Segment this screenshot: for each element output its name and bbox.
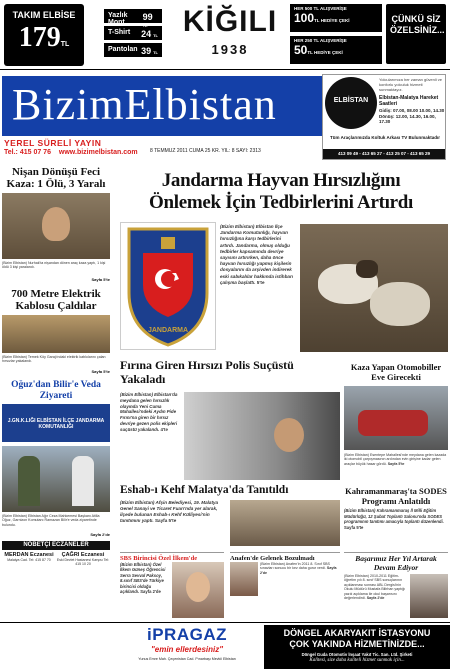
suit-price-box [4,4,84,66]
title-banner [2,76,322,136]
bus-company-logo: ELBİSTAN [325,77,377,129]
suit-price: 179 [18,22,61,53]
story-basari[interactable] [344,552,448,572]
story-otomobil[interactable] [344,362,448,382]
headline-more[interactable]: 5'te [256,279,265,285]
suit-label: TAKIM ELBİSE [12,10,76,20]
website[interactable]: www.bizimelbistan.com [58,149,138,156]
story-basari-body: (Bizim Elbistan) 2010-2011 Eğitim-öğretim yılı 8. sınıf SBS sonuçlarının açıklanması sonrası ABL Dergisi'nin Okulu Müdürü Mustafa Bilirhan yaptığı yazılı açıklama ile okul başarısını değerlendirdi. Sayfa 2'de [344,574,406,601]
price-list [104,9,162,57]
paper-title: BizimElbistan [12,80,277,129]
headline-line-1: Jandarma Hayvan Hırsızlığını [161,170,401,191]
ilkem-student-photo [172,562,224,618]
anafen-student-photo [230,562,258,596]
pharmacy-item: MERDAN Eczanesi Malatya Cad. Tel: 415 87 70 [4,552,54,562]
kablo-photo [2,315,110,353]
story-sodes-body: (Bizim Elbistan) Kahramanmaraş İl Milli Eğitim Müdürlüğü, 12 Şubat Toplantı Salonu'nda SODES programının tanıtımı amacıyla toplantı düzenlendi. Sayfa 5'te [344,508,444,530]
station-line-1: DÖNGEL AKARYAKIT İSTASYONU [283,628,431,638]
main-headline[interactable] [114,170,448,214]
top-advertisement [0,0,450,70]
story-polis-title: Fırına Giren Hırsızı Polis Suçüstü Yakaladı [120,358,294,386]
story-veda-more[interactable]: Sayfa 2'de [90,532,110,537]
story-anafen-body: (Bizim Elbistan) Anafen'in 2011 8. Sınıf SBS sınavları sonucu bir kez daha gurur verdi. Sayfa 2'de [260,562,337,575]
ipragaz-slogan: "emin ellerdesiniz" [150,645,224,654]
station-line-2: ÇOK YAKINDA HİZMETİNİZDE... [289,639,425,649]
story-sodes-title: Kahramanmaraş'ta SODES Programı Anlatıldı [345,486,447,506]
brand-year: 1938 [211,42,249,57]
story-eshab[interactable] [120,484,340,497]
bus-company-ad [322,74,446,160]
price-row: T-Shirt 24 TL [104,26,162,40]
pharmacy-item: ÇAĞRI Eczanesi Eski Devlet Hastanesi Karşısı Tel: 415 10 20 [56,552,110,566]
headline-line-2: Önlemek İçin Tedbirlerini Artırdı [148,192,414,213]
story-otomobil-body: (Bizim Elbistan) Esentepe Mahallesi'nde meydana gelen kazada iki otomobil çarpışmasının ardından evin girişine kadar gelen araçlar büyük hasar gördü. Sayfa 5'te [344,453,447,466]
bus-office: Tüm Araçlarımızda Koltuk Arkası TV Bulunmaktadır [330,135,440,140]
subtitle: YEREL SÜRELİ YAYIN [4,138,102,148]
suit-unit: TL [60,41,70,48]
left-column [2,166,110,620]
story-eshab-body: (Bizim Elbistan) Afşin Belediyesi, 19. Malatya Genel Sanayi ve Ticaret Fuarı'nda yer alarak, ilçede bulunan Eshab-ı Kehf Külliyesi'nin tanıtımını yaptı. Sayfa 5'te [120,500,219,523]
bus-intro: Yolcularımıza her zaman güvenli ve konforlu yolculuk hizmeti sunmaktayız. [379,77,442,92]
pharmacy-header: NÖBETÇİ ECZANELER [2,541,110,550]
price-row: Pantolan 39 TL [104,43,162,57]
story-ilkem-title: SBS Birincisi Özel İlkem'de [120,555,198,562]
story-anafen-title: Anafen'de Gelenek Bozulmadı [230,555,315,562]
story-veda-body: (Bizim Elbistan) Elbistan Ağır Ceza Mahkemesi Başkanı Atilla Oğuz, Garnizon Komutanı Ramazan Bilir'e veda ziyaretinde bulundu. [2,514,100,527]
story-ilkem[interactable] [120,552,224,562]
headline-body: (Bizim Elbistan) Elbistan İlçe Jandarma Komutanlığı, hayvan hırsızlığına karşı tedbirlerini artırdı. Jandarma, olmuş olduğu tedbirler kapsamında devriye sayısını artırırken, daha önce hayvan hırsızlığı yapmış kişilerin dosyalarını da arşivden indirerek eski sabıkalılar hakkında istihbarı çalışma başlattı. 5'te [220,224,294,285]
bottom-advertisements [0,622,450,670]
station-ad [264,625,450,669]
brand-name: KİĞILI [182,5,278,38]
story-kaza-more[interactable]: Sayfa 5'te [91,277,110,282]
story-polis[interactable] [120,358,340,386]
otomobil-photo [344,386,448,450]
jandarma-emblem [120,222,216,350]
ipragaz-dealer: Yunus Emre Mah. Çeçenistan Cad. Pınarbaşı Mevkii Elbistan [138,657,236,661]
story-kaza-title[interactable]: Nişan Dönüşü Feci Kaza: 1 Ölü, 3 Yaralı [6,166,106,190]
story-kablo-title[interactable]: 700 Metre Elektrik Kablosu Çaldılar [11,288,101,312]
polis-photo [184,392,340,480]
masthead [0,70,450,162]
offer-50: HER 250 TL ALIŞVERİŞE 50TL HEDİYE ÇEKİ [290,36,382,64]
brand-logo [180,2,280,57]
bus-phones: 413 09 49 - 413 65 27 - 413 25 07 - 413 65 29 [323,149,445,159]
story-ilkem-body: (Bizim Elbistan) Özel İlkem Güneş Öğrencisi Serra Sevval Paksoy, 8.sınıf SBS'de Türkiye birincisi olduğu açıklandı. Sayfa 2'de [120,562,166,595]
issue-date-line: 8 TEMMUZ 2011 CUMA 25 KR. YIL: 8 SAYI: 2313 [150,148,261,154]
slogan-box: ÇÜNKÜ SİZ ÖZELSİNİZ... [386,4,446,64]
story-polis-body: (Bizim Elbistan) Elbistan'da meydana gelen hırsızlık olayında Yeni Cuma Mahallesi'ndeki Aydın Pide Fırını'na giren bir hırsız devriye gezen polis ekipleri suçüstü yakalandı. 4'te [120,392,178,432]
gift-offers [290,4,382,64]
story-veda-title[interactable]: Oğuz'dan Bilir'e Veda Ziyareti [11,380,101,401]
ipragaz-ad [112,625,262,669]
kaza-victim-photo [2,193,110,259]
story-kaza-body: (Bizim Elbistan) Nurhak'ta nişandan dönen araç kaza yaptı, 1 kişi öldü 3 kişi yaralandı. [2,261,106,270]
jandarma-label: JANDARMA [147,327,189,334]
station-company: Döngel Guda Otomotiv İnşaat Yakıt Tic. San. Ltd. Şirketi [301,652,413,657]
story-basari-title: Başarımız Her Yıl Artarak Devam Ediyor [355,554,437,572]
contact-line [4,149,138,156]
story-eshab-title: Eshab-ı Kehf Malatya'da Tanıtıldı [120,484,289,496]
sheep-photo [300,224,448,352]
price-row: Yazlık Mont 99 TL [104,9,162,23]
basari-photo [410,574,448,618]
bus-times: Gidiş: 07.00, 08.00 10.00, 14.30 Dönüş: 12.00, 14.30, 16.00, 17.30 [379,108,445,124]
station-sub: Kalitesi, size daha kaliteli hizmet sunmak için... [309,658,405,663]
story-anafen[interactable] [230,552,340,562]
eshab-photo [230,500,340,546]
offer-100: HER 500 TL ALIŞVERİŞE 100TL HEDİYE ÇEKİ [290,4,382,32]
veda-photo [2,446,110,512]
story-kablo-more[interactable]: Sayfa 5'te [91,369,110,374]
jandarma-sign: J.GN.K.LIĞI ELBİSTAN İLÇE JANDARMA KOMUTANLIĞI [2,404,110,442]
story-kablo-body: (Bizim Elbistan) Ternek Köy Garajı'ndaki elektrik kablolarını çalan hırsızlar yakalandı. [2,355,106,364]
story-sodes[interactable] [344,486,448,506]
ipragaz-logo: iPRAGAZ [147,625,227,644]
pharmacy-list [2,552,110,566]
story-otomobil-title: Kaza Yapan Otomobiller Eve Girecekti [350,362,442,382]
bus-route-title: Elbistan-Malatya Hareket Saatleri [379,95,439,107]
phone: Tel.: 415 07 76 [4,149,51,156]
